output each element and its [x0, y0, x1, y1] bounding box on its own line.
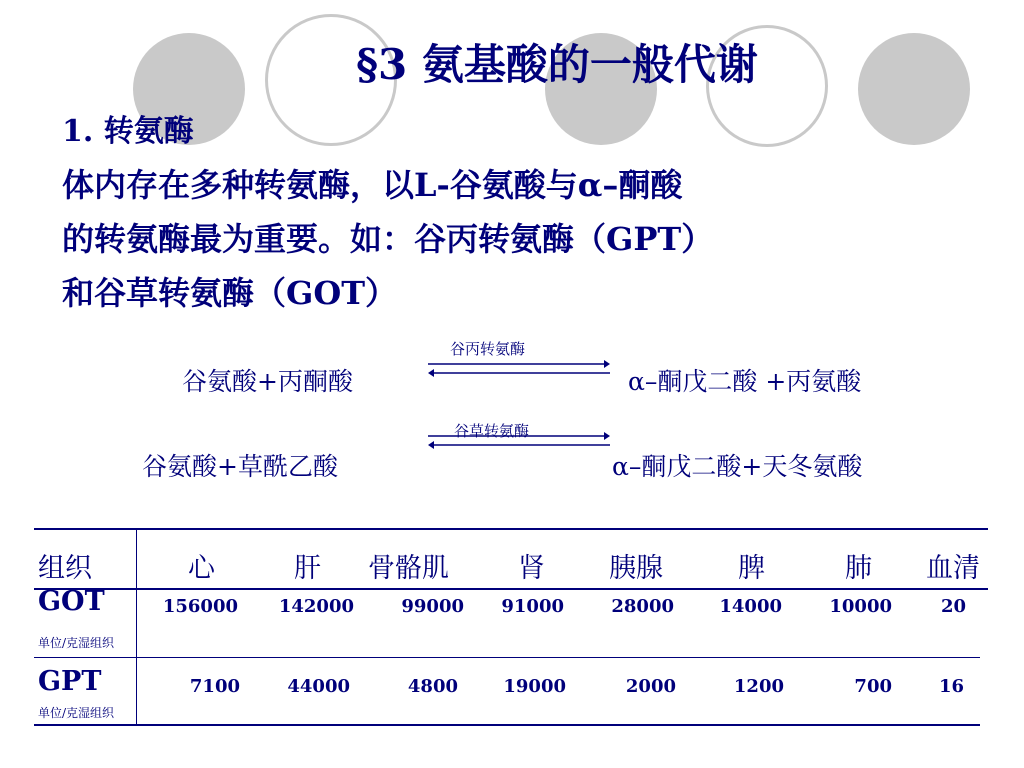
table-header-skeletal-muscle: 骨骼肌 [368, 553, 449, 584]
table-cell: 7100 [189, 676, 240, 697]
table-cell: 19000 [503, 676, 566, 697]
table-cell: 1200 [733, 676, 784, 697]
table-header-serum: 血清 [926, 553, 980, 584]
reaction-2-reactants: 谷氨酸+草酰乙酸 [142, 452, 338, 481]
reaction-1-products: α–酮戊二酸 +丙氨酸 [628, 367, 862, 396]
decor-circle-3 [858, 33, 970, 145]
table-cell: 20 [940, 596, 966, 617]
table-header-kidney: 肾 [518, 553, 545, 584]
section-heading: 1. 转氨酶 [62, 114, 194, 149]
table-cell: 2000 [625, 676, 676, 697]
table-cell: 156000 [162, 596, 238, 617]
table-header-spleen: 脾 [738, 553, 765, 584]
table-cell: 700 [854, 676, 892, 697]
reaction-2-enzyme: 谷草转氨酶 [454, 422, 530, 440]
table-cell: 28000 [611, 596, 674, 617]
paragraph-line-3: 和谷草转氨酶（GOT） [62, 274, 398, 312]
reaction-2-products: α–酮戊二酸+天冬氨酸 [612, 452, 863, 481]
table-cell: 142000 [278, 596, 354, 617]
paragraph-line-2: 的转氨酶最为重要。如：谷丙转氨酶（GPT） [62, 220, 714, 258]
table-header-rule [34, 588, 988, 590]
table-row-label-got: GOT [38, 586, 105, 617]
table-row-rule [34, 657, 980, 658]
reaction-1-enzyme: 谷丙转氨酶 [450, 340, 526, 358]
table-cell: 4800 [407, 676, 458, 697]
table-header-tissue: 组织 [38, 553, 92, 584]
paragraph-line-1: 体内存在多种转氨酶，以L-谷氨酸与α–酮酸 [62, 166, 683, 204]
table-top-rule [34, 528, 988, 530]
table-cell: 99000 [401, 596, 464, 617]
reaction-1-reactants: 谷氨酸+丙酮酸 [182, 367, 353, 396]
table-header-liver: 肝 [294, 553, 321, 584]
reaction-1-reversible-arrow-icon [424, 358, 614, 380]
table-bottom-rule [34, 724, 980, 726]
table-header-lung: 肺 [845, 553, 872, 584]
table-row-unit-got: 单位/克湿组织 [38, 636, 115, 650]
table-row-unit-gpt: 单位/克湿组织 [38, 706, 115, 720]
table-row-label-gpt: GPT [38, 666, 102, 697]
table-cell: 14000 [719, 596, 782, 617]
table-label-column-divider [136, 528, 137, 724]
slide-title: §3 氨基酸的一般代谢 [356, 40, 758, 89]
reaction-2-reversible-arrow-icon [424, 430, 614, 452]
table-cell: 10000 [829, 596, 892, 617]
table-header-heart: 心 [188, 553, 215, 584]
table-cell: 16 [938, 676, 964, 697]
table-cell: 44000 [287, 676, 350, 697]
table-cell: 91000 [501, 596, 564, 617]
table-header-pancreas: 胰腺 [609, 553, 663, 584]
